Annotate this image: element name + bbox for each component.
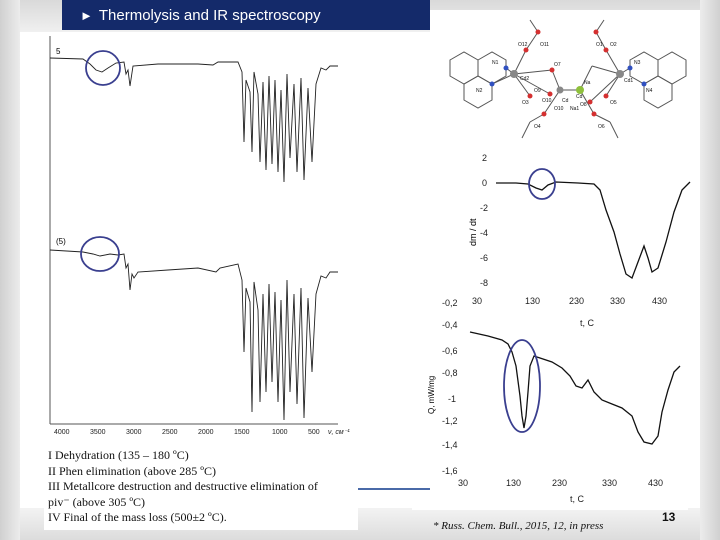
svg-text:Cd: Cd (576, 94, 583, 100)
ir-spectrum-top (50, 58, 338, 182)
legend-line: IV Final of the mass loss (500±2 ºC). (48, 510, 227, 524)
page-number: 13 (662, 510, 676, 524)
dsc-x-tick-label: 430 (648, 478, 664, 488)
ir-x-tick-label: 3500 (90, 429, 106, 436)
slide-title-bar (62, 0, 430, 30)
molecular-structure-figure (430, 10, 700, 148)
dsc-y-tick-label: -0,8 (442, 368, 458, 378)
dtg-ylabel: dm / dt (468, 218, 478, 246)
dsc-y-tick-label: -1,4 (442, 440, 458, 450)
svg-text:O10: O10 (542, 98, 552, 104)
dsc-chart-svg (412, 296, 688, 510)
dtg-y-tick-label: 2 (482, 153, 488, 163)
legend-line: I Dehydration (135 – 180 ºC) (48, 448, 189, 462)
ir-x-tick-label: 3000 (126, 429, 142, 436)
svg-text:O9: O9 (534, 88, 541, 94)
ir-label-top: 5 (56, 47, 61, 56)
svg-text:O10: O10 (554, 106, 564, 112)
sodium-atom (576, 86, 584, 94)
structure-atom-labels (476, 42, 653, 130)
dsc-y-tick-label: -1,2 (442, 416, 458, 426)
ir-x-tick-label: 2500 (162, 429, 178, 436)
dtg-chart-svg (428, 150, 698, 300)
legend-line: piv⁻ (above 305 ºC) (48, 494, 146, 509)
svg-text:N2: N2 (476, 88, 483, 94)
ir-x-unit: ν, см⁻¹ (328, 429, 350, 436)
dsc-tg-x-tick-label: 130 (525, 296, 541, 306)
dsc-tg-x-tick-label: 230 (569, 296, 585, 306)
structure-bonds (450, 20, 686, 138)
ir-x-tick-label: 2000 (198, 429, 214, 436)
ir-x-tick-label: 4000 (54, 429, 70, 436)
dsc-curve (470, 332, 680, 444)
dsc-tg-xlabel: t, C (580, 318, 595, 328)
dsc-y-tick-label: -0,2 (442, 298, 458, 308)
dsc-tg-x-tick-label: 430 (652, 296, 668, 306)
dtg-y-tick-label: 0 (482, 178, 488, 188)
ir-label-bottom: (5) (56, 237, 66, 246)
slide-title: Thermolysis and IR spectroscopy (98, 6, 321, 24)
svg-text:O12: O12 (518, 42, 528, 48)
svg-text:O2: O2 (610, 42, 617, 48)
svg-text:Na1: Na1 (570, 106, 580, 112)
svg-text:O7: O7 (554, 62, 561, 68)
ir-highlight-circle-top (86, 51, 120, 85)
svg-text:Cd1: Cd1 (624, 78, 634, 84)
dsc-x-tick-label: 230 (552, 478, 568, 488)
molecular-structure-svg (430, 10, 700, 148)
separator-line (358, 488, 430, 490)
ir-x-tick-label: 1500 (234, 429, 250, 436)
ir-spectra-svg (38, 32, 356, 438)
svg-text:Cd2: Cd2 (520, 76, 530, 82)
dsc-tg-x-tick-label: 30 (472, 296, 483, 306)
dsc-x-tick-label: 130 (506, 478, 522, 488)
svg-text:O3: O3 (522, 100, 529, 106)
dsc-tg-x-tick-label: 330 (610, 296, 626, 306)
ir-x-tick-label: 500 (308, 429, 320, 436)
svg-text:O6: O6 (598, 124, 605, 130)
svg-text:N1: N1 (492, 60, 499, 66)
dsc-chart (412, 296, 688, 510)
svg-text:O8: O8 (580, 102, 587, 108)
legend-line: II Phen elimination (above 285 ºC) (48, 463, 217, 478)
svg-text:N4: N4 (646, 88, 653, 94)
triangle-bullet-icon: ► (80, 7, 93, 23)
slide-frame-right (700, 0, 720, 540)
svg-text:Na: Na (584, 80, 591, 86)
svg-text:N3: N3 (634, 60, 641, 66)
dsc-y-tick-label: -1 (448, 394, 457, 404)
ir-spectrum-bottom (50, 250, 338, 420)
svg-text:Cd: Cd (562, 98, 569, 104)
dsc-xlabel: t, C (570, 494, 585, 504)
stage-legend (44, 438, 358, 530)
dtg-y-tick-label: -2 (480, 203, 489, 213)
ir-spectra-figure (38, 32, 356, 438)
svg-text:O11: O11 (540, 42, 550, 48)
dsc-x-tick-label: 330 (602, 478, 618, 488)
dsc-x-tick-label: 30 (458, 478, 469, 488)
slide-frame-left (0, 0, 20, 540)
legend-line: III Metallcore destruction and destructive elimination of (48, 479, 318, 493)
dtg-curve (496, 182, 690, 278)
svg-text:O1: O1 (596, 42, 603, 48)
dtg-y-tick-label: -4 (480, 228, 489, 238)
dtg-chart (428, 150, 698, 300)
dtg-y-tick-label: -6 (480, 253, 489, 263)
svg-text:O4: O4 (534, 124, 541, 130)
dsc-ylabel: Q, mW/mg (427, 375, 436, 414)
citation: * Russ. Chem. Bull., 2015, 12, in press (433, 520, 604, 532)
svg-text:O5: O5 (610, 100, 617, 106)
dsc-y-tick-label: -0,4 (442, 320, 458, 330)
dsc-y-tick-label: -0,6 (442, 346, 458, 356)
ir-x-tick-label: 1000 (272, 429, 288, 436)
dsc-y-tick-label: -1,6 (442, 466, 458, 476)
dtg-y-tick-label: -8 (480, 278, 489, 288)
